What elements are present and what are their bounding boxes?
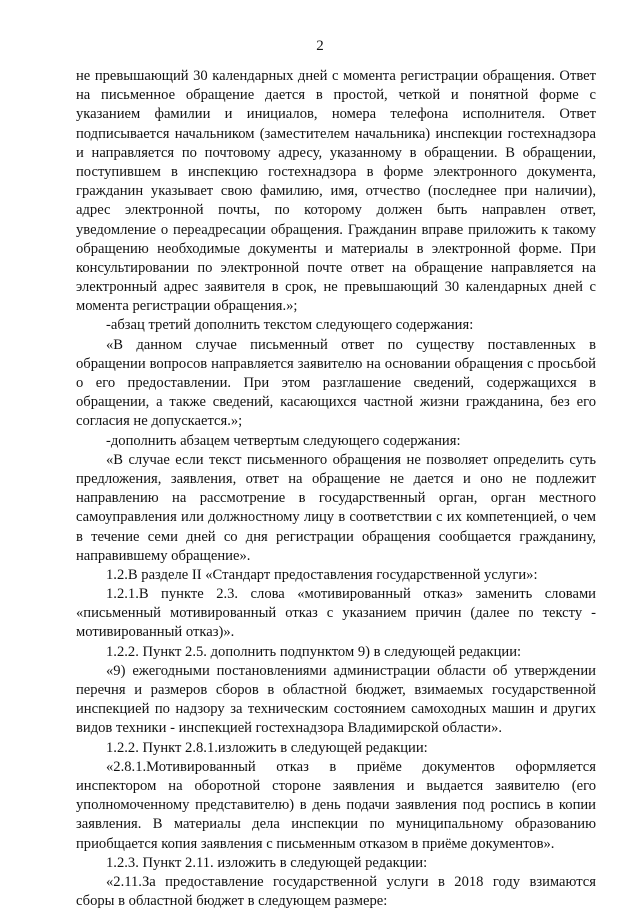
text-line: уполномоченному представителю) в день подачи заявления под роспись в копии [76,797,596,814]
text-line: обращении, а также сведений, касающихся частной жизни гражданина, без его [76,394,596,411]
paragraph [76,643,596,662]
text-line: подписывается начальником (заместителем начальника) инспекции гостехнадзора [76,125,596,142]
text-line: сборы в областной бюджет в следующем размере: [76,893,388,910]
text-line: о его предоставлении. При этом разглашение сведений, содержащихся в [76,375,596,391]
text-line: уведомление о переадресации обращения. Гражданин вправе приложить к такому [76,221,596,238]
paragraph [76,873,596,911]
text-line: 1.2.2. Пункт 2.8.1.изложить в следующей редакции: [106,739,428,756]
text-line: «2.11.За предоставление государственной услуги в 2018 году взимаются [106,873,596,890]
page-number: 2 [316,38,324,54]
text-line: в течение семи дней со дня регистрации обращения сообщается гражданину, [76,528,596,545]
text-line: направлению на рассмотрение в государственный орган, орган местного [76,490,596,507]
paragraph [76,316,596,335]
text-line: -абзац третий дополнить текстом следующего содержания: [106,317,474,334]
text-line: не превышающий 30 календарных дней с момента регистрации обращения. Ответ [76,68,596,84]
text-line: самоуправления или должностному лицу в соответствии с их компетенцией, о чем [76,509,596,526]
text-line: на письменное обращение дается в простой, четкой и понятной форме с [76,87,596,104]
text-line: и направляется по почтовому адресу, указанному в обращении. В обращении, [76,144,596,161]
paragraph [76,585,596,643]
text-line: гражданин указывает свою фамилию, имя, отчество (последнее при наличии), [76,183,596,200]
text-line: консультировании по электронной почте ответ на обращение направляется на [76,259,596,276]
text-line: поступившем в инспекцию гостехнадзора в форме электронного документа, [76,163,596,180]
text-line: адрес электронной почты, по которому должен быть направлен ответ, [76,202,596,219]
text-line: перечня и размеров сборов в областной бюджет, взимаемых государственной [76,682,596,698]
paragraph [76,758,596,854]
text-line: момента регистрации обращения.»; [76,298,298,315]
text-line: видов техники - инспекцией гостехнадзора Владимирской области». [76,720,503,737]
text-line: согласия не допускается.»; [76,413,243,430]
paragraph [76,566,596,585]
text-line: «В случае если текст письменного обращения не позволяет определить суть [106,451,596,468]
document-body [76,67,596,911]
text-line: направившему обращение». [76,547,251,564]
paragraph [76,854,596,873]
text-line: -дополнить абзацем четвертым следующего содержания: [106,432,461,449]
text-line: обращению необходимые документы и материалы в электронной форме. При [76,240,596,257]
paragraph [76,432,596,451]
text-line: указанием фамилии и инициалов, номера телефона исполнителя. Ответ [76,106,596,123]
text-line: инспектором на оборотной стороне заявления и выдается заявителю (его [76,777,596,794]
text-line: 1.2.2. Пункт 2.5. дополнить подпунктом 9) в следующей редакции: [106,643,522,660]
text-line: приобщается копия заявления с письменным отказом в приёме документов». [76,835,555,852]
text-line: 1.2.1.В пункте 2.3. слова «мотивированный отказ» заменить словами [106,586,596,603]
paragraph [76,739,596,758]
text-line: 1.2.В разделе II «Стандарт предоставления государственной услуги»: [106,566,538,583]
text-line: «2.8.1.Мотивированный отказ в приёме документов оформляется [106,758,596,775]
text-line: предложения, заявления, ответ на обращение не дается и оно не подлежит [76,470,596,487]
text-line: обращении вопросов направляется заявителю на основании обращения с просьбой [76,355,596,372]
text-line: мотивированный отказ)». [76,624,235,641]
paragraph [76,662,596,739]
text-line: «В данном случае письменный ответ по существу поставленных в [106,336,596,353]
text-line: «9) ежегодными постановлениями администрации области об утверждении [106,662,596,679]
paragraph [76,336,596,432]
text-line: 1.2.3. Пункт 2.11. изложить в следующей редакции: [106,854,428,871]
paragraph [76,451,596,566]
text-line: электронный адрес заявителя в срок, не превышающий 30 календарных дней с [76,279,596,296]
text-line: заявления. В материалы дела инспекции по муниципальному образованию [76,816,596,833]
text-line: инспекцией по надзору за техническим состоянием самоходных машин и других [76,701,596,718]
text-line: «письменный мотивированный отказ с указанием причин (далее по тексту - [76,605,596,622]
paragraph [76,67,596,316]
